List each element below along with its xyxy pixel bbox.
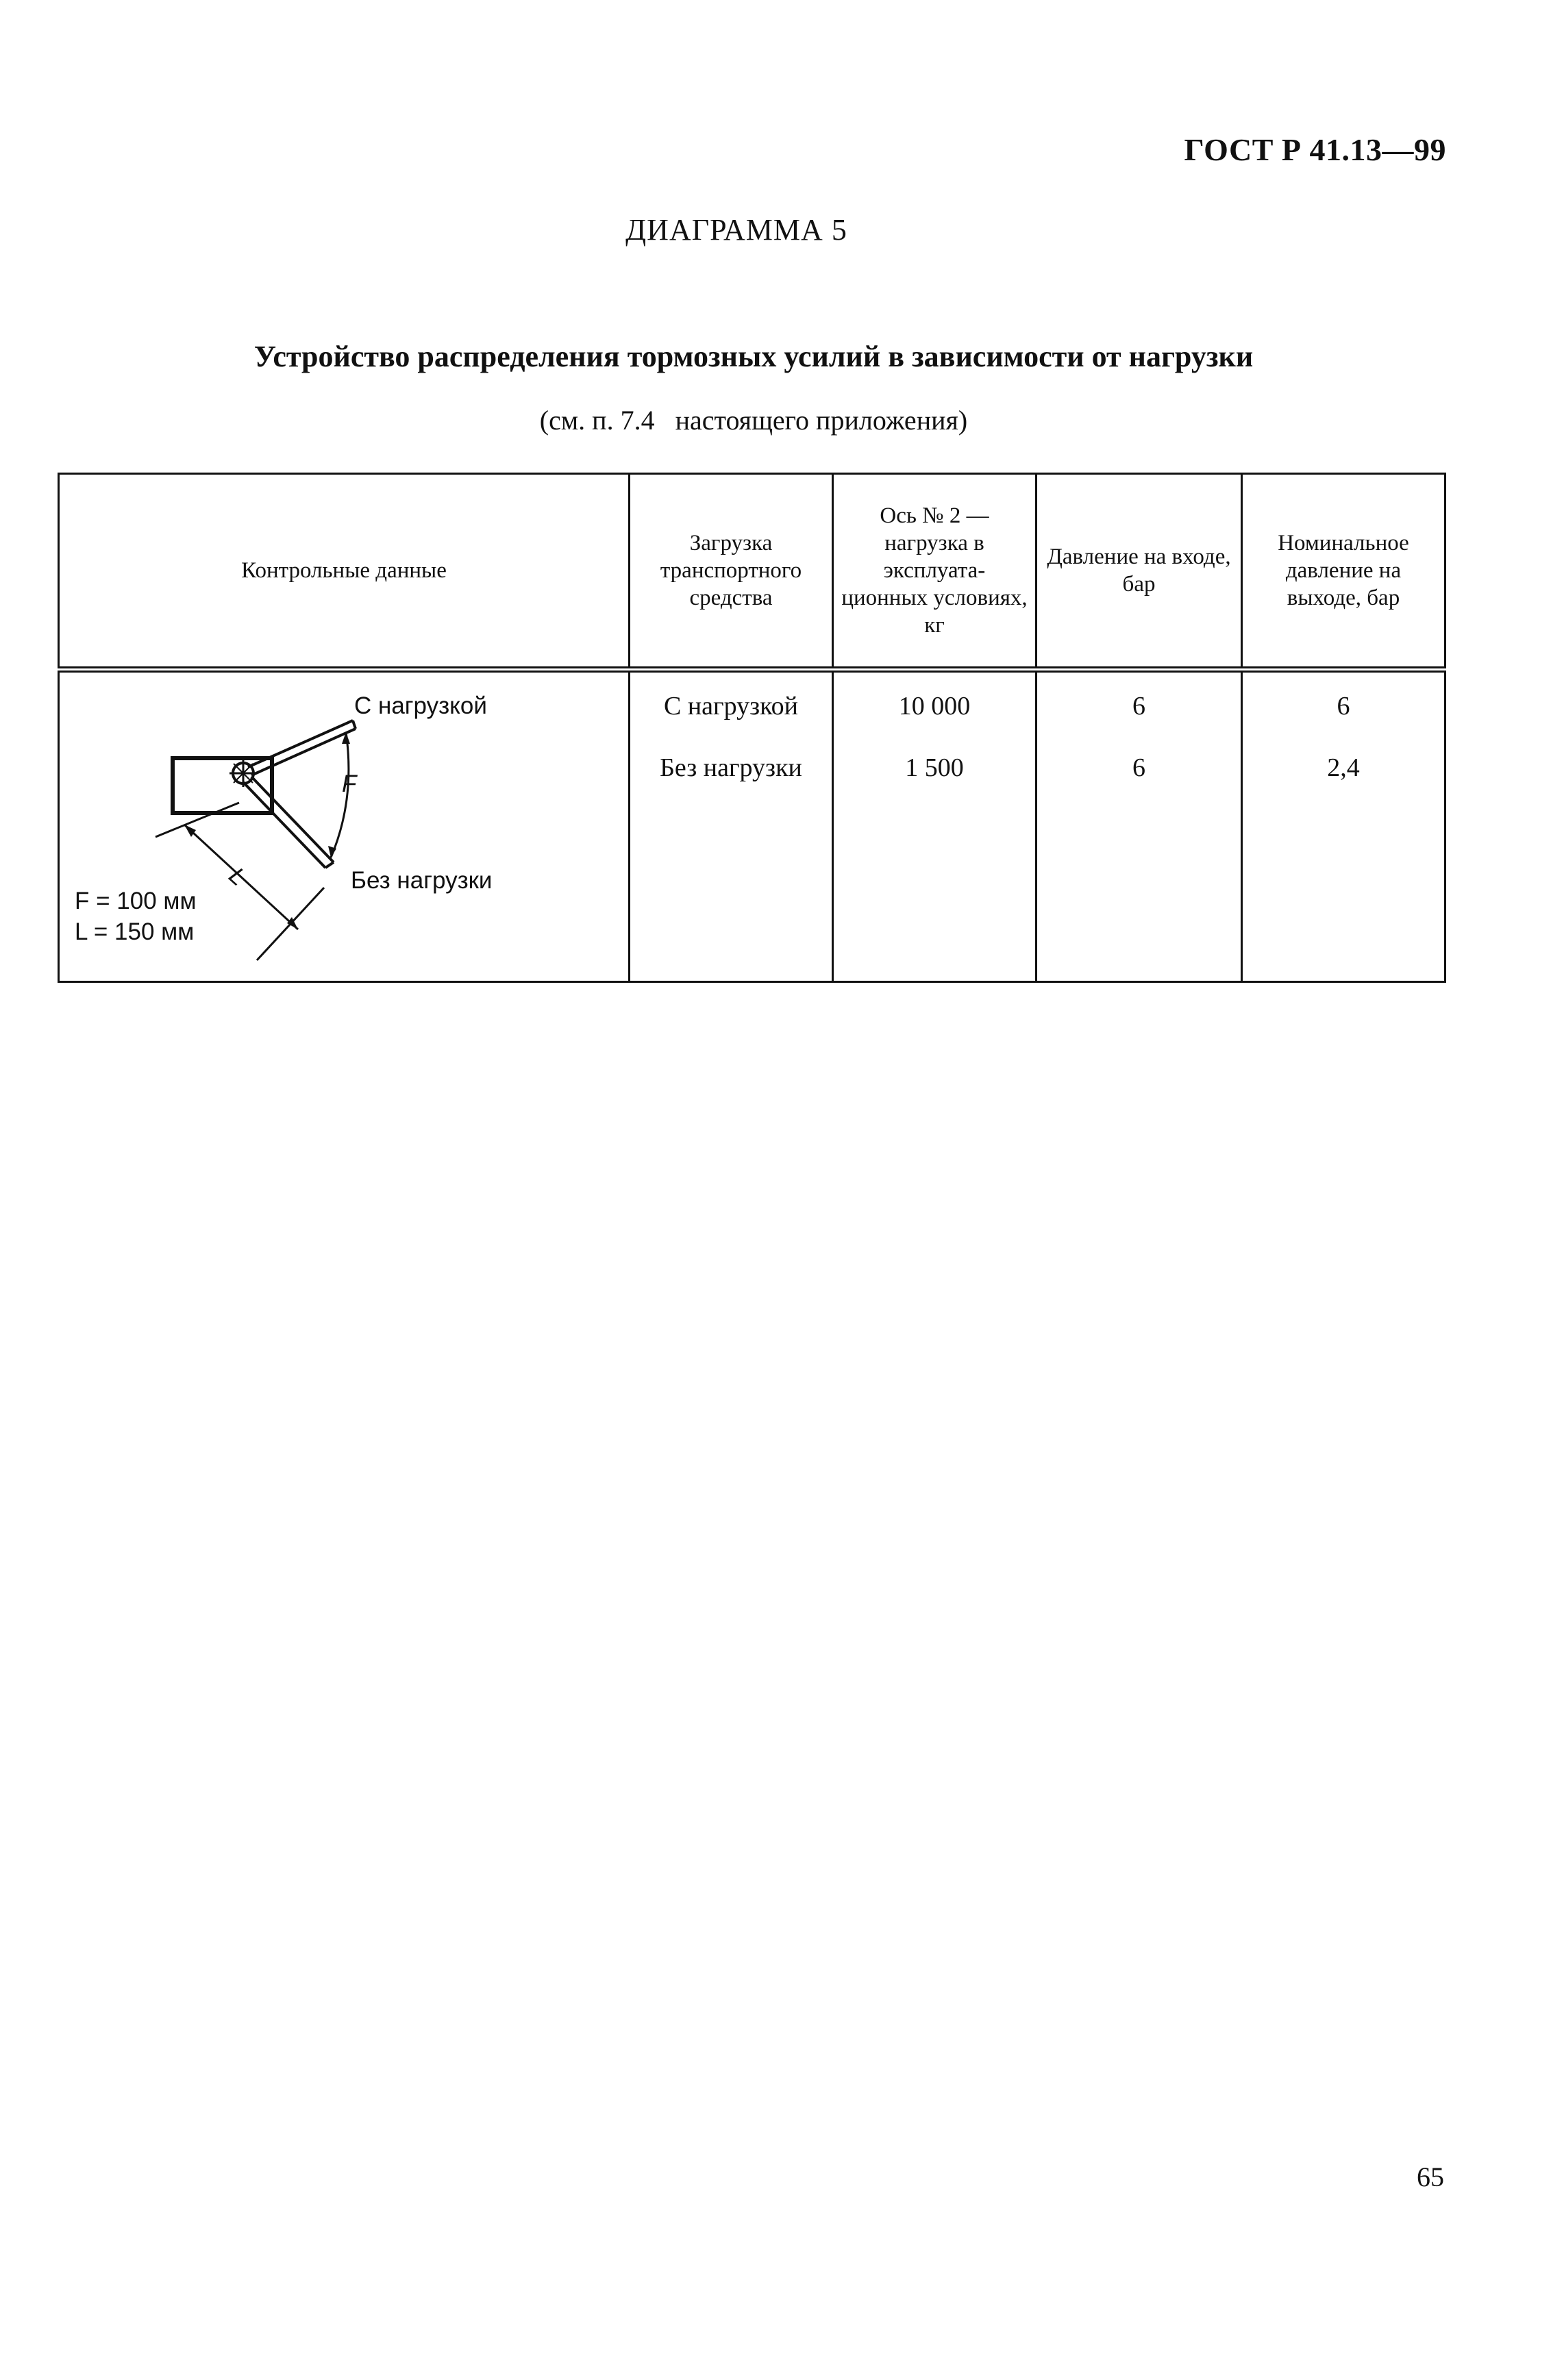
- table-row: [59, 670, 1445, 982]
- lever-unloaded: [243, 782, 325, 868]
- dimension-l-letter: L: [223, 862, 252, 891]
- nominal-pressure-loaded: 6: [1337, 692, 1350, 721]
- lever-loaded: [248, 721, 353, 767]
- document-title: Устройство распределения тормозных усилий в зависимости от нагрузки: [253, 340, 1254, 373]
- f-value-label: F = 100 мм: [75, 888, 197, 914]
- dimension-f-letter: F: [342, 771, 357, 797]
- axle-load-unloaded: 1 500: [905, 753, 964, 782]
- document-code: ГОСТ Р 41.13—99: [1184, 132, 1446, 167]
- nominal-pressure-cell: [1242, 670, 1445, 982]
- document-subtitle: [0, 404, 1507, 436]
- vehicle-load-cell: [630, 670, 833, 982]
- inlet-pressure-loaded: 6: [1132, 692, 1145, 721]
- label-loaded: С нагрузкой: [354, 692, 487, 719]
- subtitle-context: настоящего приложения): [675, 405, 968, 436]
- l-value-label: L = 150 мм: [75, 918, 195, 945]
- control-data-diagram-cell: [59, 670, 630, 982]
- table-header-row: [59, 474, 1445, 670]
- load-distribution-table: [58, 473, 1446, 983]
- vehicle-load-loaded: С нагрузкой: [663, 692, 798, 721]
- lever-diagram: [60, 673, 628, 981]
- header-axle-load: Ось № 2 — нагрузка в эксплуата-ционных условиях, кг: [833, 474, 1037, 670]
- header-control-data: Контрольные данные: [59, 474, 630, 670]
- subtitle-reference: (см. п. 7.4: [539, 405, 655, 436]
- nominal-pressure-unloaded: 2,4: [1327, 753, 1360, 782]
- axle-load-loaded: 10 000: [898, 692, 971, 721]
- valve-housing: [173, 758, 272, 813]
- page-number: 65: [1417, 2162, 1444, 2192]
- inlet-pressure-cell: [1037, 670, 1242, 982]
- label-unloaded: Без нагрузки: [351, 867, 493, 894]
- header-vehicle-load: Загрузка транспортного средства: [630, 474, 833, 670]
- axle-load-cell: [833, 670, 1037, 982]
- diagram-label: ДИАГРАММА 5: [625, 213, 847, 247]
- header-inlet-pressure: Давление на входе, бар: [1037, 474, 1242, 670]
- vehicle-load-unloaded: Без нагрузки: [660, 753, 802, 782]
- header-nominal-pressure: Номинальное давление на выходе, бар: [1242, 474, 1445, 670]
- inlet-pressure-unloaded: 6: [1132, 753, 1145, 782]
